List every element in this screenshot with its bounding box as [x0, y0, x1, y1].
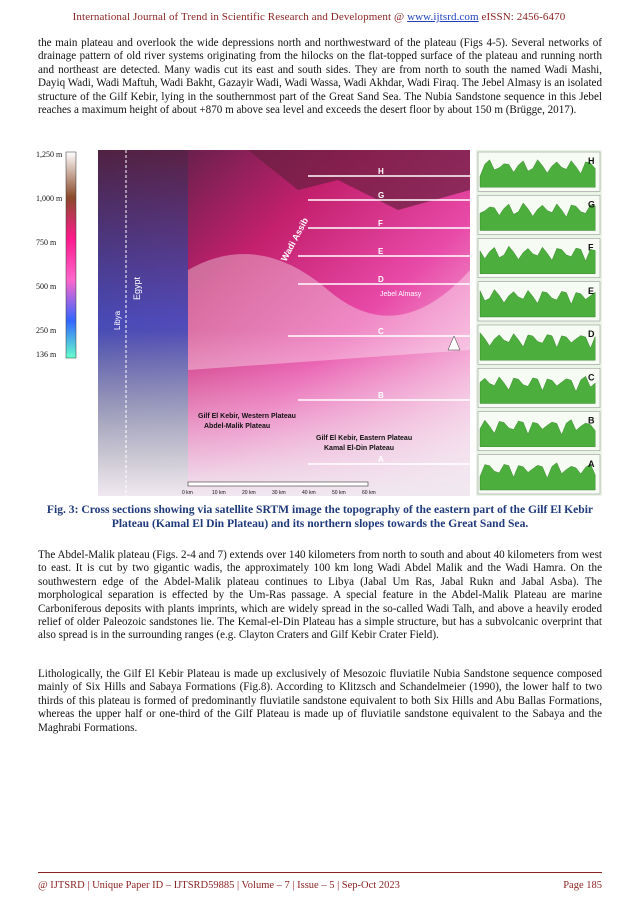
label-egypt: Egypt [132, 276, 142, 300]
journal-link[interactable]: www.ijtsrd.com [407, 11, 479, 23]
body-paragraph-1: the main plateau and overlook the wide depressions north and northwestward of the plateau (Figs 4-5). Several networks of drainage pattern of old river systems originating from the hilocks on the flat-topped surface of the plateau and running north and northeast are detected. Many wadis cut its east and south sides. They are from north to south the named Wadi Mashi, Dayiq Wadi, Wadi Maftuh, Wadi Bakht, Gazayir Wadi, Wadi Wassa, Wadi Akhdar, Wadi Firaq. The Jebel Almasy is an isolated structure of the Gilf Kebir, lying in the southernmost part of the Great Sand Sea. The Nubia Sandstone sequence in this Jebel reaches a maximum height of about +870 m above sea level and exceeds the desert floor by about 150 m (Brügge, 2017). [38, 37, 602, 117]
scale-tick-label: 10 km [212, 490, 226, 496]
page-number: Page 185 [563, 880, 602, 891]
label-wadi-assib: Wadi Assib [278, 216, 311, 263]
map-letter-h: H [378, 167, 384, 176]
srtm-map [98, 150, 470, 496]
profile-panel-b [478, 412, 600, 451]
elevation-scale [36, 150, 78, 362]
profile-letter-h: H [588, 156, 595, 166]
label-eastern-plateau: Gilf El Kebir, Eastern Plateau [316, 435, 413, 442]
scale-label-250: 250 m [36, 326, 57, 335]
map-letter-a: A [378, 455, 384, 464]
map-letter-c: C [378, 327, 384, 336]
scale-tick-label: 60 km [362, 490, 376, 496]
cross-section-panel [476, 150, 602, 496]
scale-tick-label: 30 km [272, 490, 286, 496]
scale-tick-label: 50 km [332, 490, 346, 496]
footer-left: @ IJTSRD | Unique Paper ID – IJTSRD59885 | Volume – 7 | Issue – 5 | Sep-Oct 2023 [38, 880, 400, 891]
scale-label-1000: 1,000 m [36, 194, 63, 203]
scale-tick-label: 40 km [302, 490, 316, 496]
label-western-plateau: Gilf El Kebir, Western Plateau [198, 413, 296, 420]
map-letter-d: D [378, 275, 384, 284]
label-kamal-el-din: Kamal El-Din Plateau [324, 445, 395, 452]
profile-letter-g: G [588, 199, 596, 210]
map-letter-g: G [378, 191, 385, 200]
label-libya: Libya [113, 310, 122, 330]
header-prefix: International Journal of Trend in Scientific Research and Development @ [72, 11, 408, 23]
map-letter-f: F [378, 219, 383, 228]
header-suffix: eISSN: 2456-6470 [478, 11, 566, 23]
figure-caption: Fig. 3: Cross sections showing via satellite SRTM image the topography of the eastern part of the Gilf El Kebir Plateau (Kamal El Din Plateau) and its northern slopes towards the Great Sand Sea. [46, 503, 594, 530]
body-paragraph-2: The Abdel-Malik plateau (Figs. 2-4 and 7) extends over 140 kilometers from north to south and about 40 kilometers from west to east. It is cut by two gigantic wadis, the approximately 100 km long Wadi Abdel Malik and the Wadi Hamra. On the southwestern edge of the Abdel-Malik plateau continues to Libya (Jabal Um Ras, Jabal Rukn and Jabal Asba). The morphological separation is effected by the Um-Ras passage. A special feature in the Abdel-Malik Plateau are marine Carboniferous deposits with plants imprints, which are widely spread in the so-called Wadi Talh, and above a heavily eroded relief of older Paleozoic sandstones lie. The Kemal-el-Din Plateau has a simple structure, but has a subvolcanic overprint that also spread is in the surrounding ranges (e.g. Clayton Craters and Gilf Kebir Crater Field). [38, 549, 602, 642]
profile-letter-f: F [588, 242, 594, 253]
scale-label-1250: 1,250 m [36, 150, 63, 159]
profile-panel-e [478, 282, 600, 321]
profile-letter-d: D [588, 329, 595, 339]
figure-3 [36, 150, 602, 496]
profile-panel-h [478, 152, 600, 191]
map-letter-e: E [378, 247, 384, 256]
srtm-map-graphic [98, 150, 470, 496]
scale-label-500: 500 m [36, 282, 57, 291]
profile-letter-e: E [588, 285, 595, 296]
profile-letter-a: A [588, 458, 595, 469]
scale-label-750: 750 m [36, 238, 57, 247]
journal-header [0, 11, 638, 23]
cross-section-graphic [476, 150, 602, 496]
label-abdel-malik: Abdel-Malik Plateau [204, 423, 271, 430]
profile-panel-g [478, 195, 600, 234]
map-letter-b: B [378, 391, 384, 400]
page-footer [38, 880, 602, 891]
profile-panel-a [478, 455, 600, 494]
profile-panel-f [478, 239, 600, 278]
scale-label-136: 136 m [36, 350, 57, 359]
profile-panel-c [478, 368, 600, 407]
label-jebel-almasy: Jebel Almasy [380, 291, 422, 298]
body-paragraph-3: Lithologically, the Gilf El Kebir Plateau is made up exclusively of Mesozoic fluviatile Nubia Sandstone sequence composed mainly of Six Hills and Sabaya Formations (Fig.8). According to Klitzsch and Schandelmeier (1990), the lower half to two thirds of this plateau is formed of predominantly fluviatile sandstone equivalent to both Six Hills and Abu Ballas Formations, whereas the upper half or one-third of the Gilf Plateau is made up of fluviatile sandstone equivalent to the Sabaya and the Maghrabi Formations. [38, 668, 602, 734]
scale-tick-label: 20 km [242, 490, 256, 496]
scale-tick-label: 0 km [182, 490, 193, 496]
profile-letter-c: C [588, 372, 595, 383]
footer-rule [38, 872, 602, 873]
profile-panel-d [478, 325, 600, 364]
profile-letter-b: B [588, 415, 595, 426]
